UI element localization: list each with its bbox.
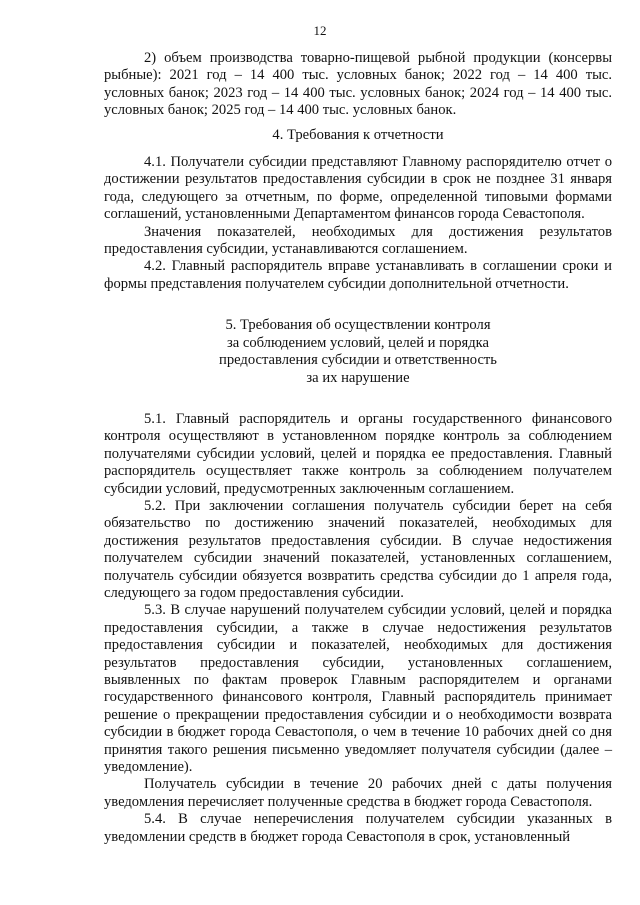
paragraph-4-1-indicators: Значения показателей, необходимых для достижения результатов предоставления субсидии, устанавливаются соглашением. [104,223,612,258]
section-5-heading-line-2: за соблюдением условий, целей и порядка [226,334,490,351]
paragraph-5-2: 5.2. При заключении соглашения получатель субсидии берет на себя обязательство по достижению значений показателей, необходимых для достижения результатов предоставления субсидии. В случае недостижения получателем субсидии значений показателей, установленных соглашением, получатель субсидии обязуется возвратить средства субсидии до 1 апреля года, следующего за годом предоставления субсидии. [104,497,612,601]
paragraph-5-4: 5.4. В случае неперечисления получателем субсидии указанных в уведомлении средств в бюджет города Севастополя в срок, установленный [104,811,612,845]
paragraph-4-1: 4.1. Получатели субсидии представляют Главному распорядителю отчет о достижении результатов предоставления субсидии в срок не позднее 31 января года, следующего за отчетным, по форме, определенной типовыми формами соглашений, установленными Департаментом финансов города Севастополя. [104,154,612,223]
paragraph-4-2: 4.2. Главный распорядитель вправе устанавливать в соглашении сроки и формы представления получателем субсидии дополнительной отчетности. [104,258,612,292]
paragraph-5-3-repayment: Получатель субсидии в течение 20 рабочих дней с даты получения уведомления перечисляет полученные средства в бюджет города Севастополя. [104,776,612,810]
page-number: 12 [313,23,327,38]
section-5-heading-line-3: предоставления субсидии и ответственность [219,352,497,369]
section-4-heading: 4. Требования к отчетности [272,126,444,143]
page-body [104,50,612,846]
paragraph-5-3: 5.3. В случае нарушений получателем субсидии условий, целей и порядка предоставления субсидии, а также в случае недостижения результатов предоставления субсидии и показателей, необходимых для достижения результатов предоставления субсидии, установленных соглашением, выявленных по фактам проверок Главным распорядителем и органами государственного финансового контроля, Главный распорядитель принимает решение о прекращении предоставления субсидии и о необходимости возврата субсидии в бюджет города Севастополя, о чем в течение 10 рабочих дней со дня принятия такого решения письменно уведомляет получателя субсидии (далее – уведомление). [104,602,612,776]
section-5-heading-line-4: за их нарушение [306,369,410,386]
paragraph-5-1: 5.1. Главный распорядитель и органы государственного финансового контроля осуществляют в установленном порядке контроль за соблюдением получателями субсидии условий, целей и порядка ее предоставления. Главный распорядитель осуществляет также контроль за соблюдением получателем субсидии условий, предусмотренных заключенным соглашением. [104,410,612,497]
paragraph-volume: 2) объем производства товарно-пищевой рыбной продукции (консервы рыбные): 2021 год – 14 400 тыс. условных банок; 2022 год – 14 400 тыс. условных банок; 2023 год – 14 400 тыс. условных банок; 2024 год – 14 400 тыс. условных банок; 2025 год – 14 400 тыс. условных банок. [104,50,612,119]
section-5-heading-line-1: 5. Требования об осуществлении контроля [225,317,491,334]
